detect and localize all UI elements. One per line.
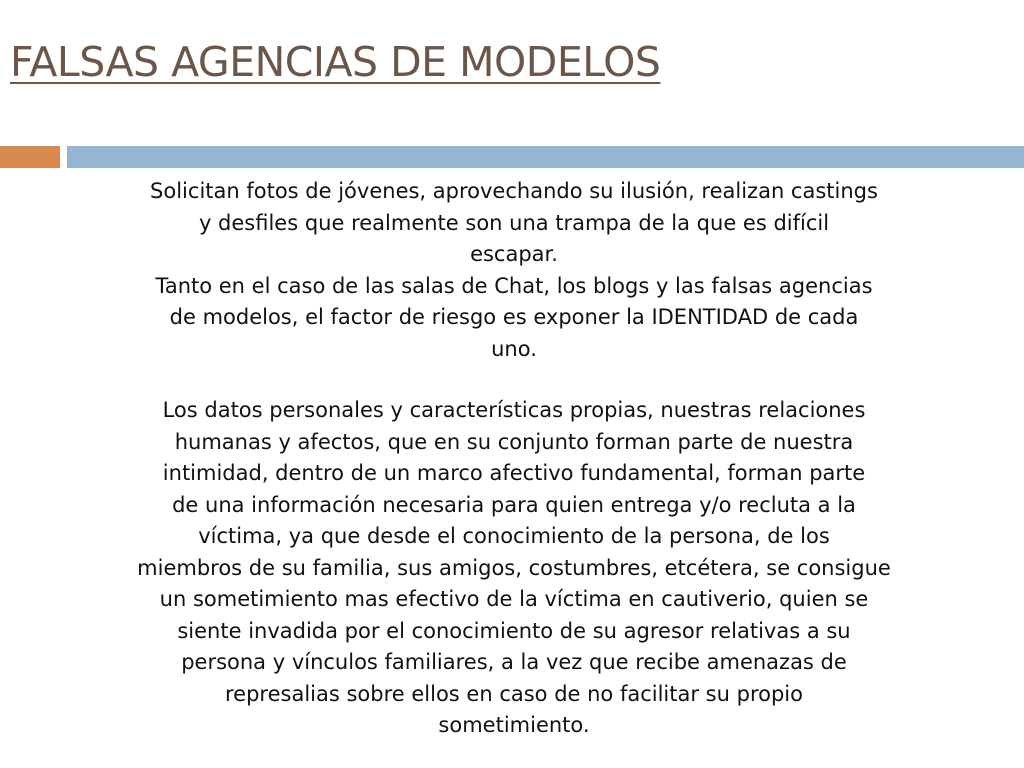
- slide-body: [58, 176, 970, 742]
- paragraph-solicitan: Solicitan fotos de jóvenes, aprovechando su ilusión, realizan castings y desfiles que realmente son una trampa de la que es difícil escapar.: [150, 179, 878, 266]
- accent-bar-blue: [67, 146, 1024, 168]
- paragraph-tanto: Tanto en el caso de las salas de Chat, los blogs y las falsas agencias de modelos, el factor de riesgo es exponer la IDENTIDAD de cada uno.: [155, 273, 873, 361]
- paragraph-datos-personales: Los datos personales y características propias, nuestras relaciones humanas y afectos, que en su conjunto forman parte de nuestra intimidad, dentro de un marco afectivo fundamental, forman parte de una información necesaria para quien entrega y/o recluta a la víctima, ya que desde el conocimiento de la persona, de los miembros de su familia, sus amigos, costumbres, etcétera, se consigue un sometimiento mas efectivo de la víctima en cautiverio, quien se siente invadida por el conocimiento de su agresor relativas a su persona y vínculos familiares, a la vez que recibe amenazas de represalias sobre ellos en caso de no facilitar su propio sometimiento.: [137, 398, 891, 737]
- accent-bar-orange: [0, 146, 60, 168]
- slide-title: FALSAS AGENCIAS DE MODELOS: [10, 38, 661, 86]
